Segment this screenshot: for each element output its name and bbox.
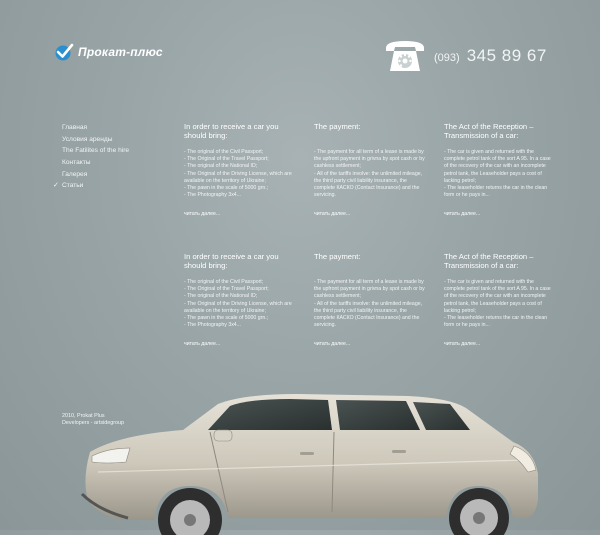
rear-wheel bbox=[449, 488, 509, 535]
read-more-link[interactable]: читать далее... bbox=[444, 341, 481, 347]
phone-code: (093) bbox=[434, 52, 460, 64]
article-line: - The car is given and returned with the complete petrol tank of the sort A 95. In a case of the recovery of the car with an incomplete petrol tank, the Leaseholder pays a cost of lacking petrol; bbox=[444, 149, 551, 184]
rear-door-window bbox=[336, 400, 420, 430]
phone-block bbox=[384, 38, 547, 74]
article-card bbox=[444, 252, 556, 347]
read-more-link[interactable]: читать далее... bbox=[314, 341, 351, 347]
door-handle bbox=[392, 450, 406, 453]
article-line: - The original of the Civil Passport; bbox=[184, 279, 264, 285]
article-line: - The pawn in the scale of 5000 grn.; bbox=[184, 185, 269, 192]
nav-item-contacts[interactable]: Контакты bbox=[62, 159, 91, 167]
side-mirror bbox=[214, 430, 232, 441]
front-wheel bbox=[158, 488, 222, 535]
article-line: - The pawn in the scale of 5000 grn.; bbox=[184, 315, 269, 322]
read-more-link[interactable]: читать далее... bbox=[444, 211, 481, 217]
article-line: - The leaseholder returns the car in the clean form or he pays in... bbox=[444, 185, 548, 199]
logo[interactable] bbox=[54, 42, 163, 62]
article-line: - The Original of the Travel Passport; bbox=[184, 286, 269, 293]
nav-item-rental-terms[interactable]: Условия аренды bbox=[62, 135, 113, 143]
read-more-link[interactable]: читать далее... bbox=[184, 341, 221, 347]
article-title[interactable]: In order to receive a car you should bring: bbox=[184, 252, 279, 271]
article-title[interactable]: In order to receive a car you should bring: bbox=[184, 122, 279, 141]
article-line: - The Photography 3x4... bbox=[184, 322, 242, 329]
article-line: - The Photography 3x4... bbox=[184, 192, 242, 199]
article-title[interactable]: The payment: bbox=[314, 122, 361, 131]
article-line: - The original of the Civil Passport; bbox=[184, 149, 264, 155]
nav-item-articles-label: Статьи bbox=[62, 182, 84, 190]
logo-text: Прокат-плюс bbox=[78, 45, 163, 59]
checkmark-logo-icon bbox=[54, 42, 74, 62]
article-line: - The car is given and returned with the complete petrol tank of the sort A 95. In a case of the recovery of the car with an incomplete petrol tank, the Leaseholder pays a cost of lacking petrol; bbox=[444, 279, 551, 314]
main-nav bbox=[53, 122, 130, 192]
rotary-phone-icon bbox=[384, 38, 426, 74]
article-line: - The Original of the Travel Passport; bbox=[184, 156, 269, 163]
nav-item-home[interactable]: Главная bbox=[62, 124, 88, 131]
article-title[interactable]: The Act of the Reception – Transmission of a car: bbox=[444, 122, 534, 141]
check-icon: ✓ bbox=[53, 182, 59, 190]
read-more-link[interactable]: читать далее... bbox=[184, 211, 221, 217]
article-line: - All of the tariffs involve: the unlimited mileage, the third party civil liability insurance, the complete КАСКО (Contact Insurance) and the servicing. bbox=[314, 300, 423, 329]
phone-number[interactable]: 345 89 67 bbox=[466, 46, 547, 65]
article-line: - The leaseholder returns the car in the clean form or he pays in... bbox=[444, 315, 548, 329]
article-card bbox=[184, 122, 296, 217]
article-title[interactable]: The Act of the Reception – Transmission of a car: bbox=[444, 252, 534, 271]
article-line: - The payment for all term of a lease is made by the upfront payment in grivna by spot cash or by cashless settlement; bbox=[314, 149, 425, 170]
article-line: - The payment for all term of a lease is made by the upfront payment in grivna by spot cash or by cashless settlement; bbox=[314, 279, 425, 300]
article-card bbox=[314, 122, 426, 217]
footer-copyright: 2010, Prokat Plus bbox=[62, 413, 105, 419]
article-card bbox=[184, 252, 296, 347]
article-line: - The original of the National ID; bbox=[184, 163, 258, 170]
nav-item-articles[interactable] bbox=[53, 180, 129, 192]
article-line: - All of the tariffs involve: the unlimited mileage, the third party civil liability insurance, the complete КАСКО (Contact Insurance) and the servicing. bbox=[314, 170, 423, 199]
article-title[interactable]: The payment: bbox=[314, 252, 361, 261]
article-card bbox=[444, 122, 556, 217]
article-line: - The original of the National ID; bbox=[184, 293, 258, 300]
footer-developers[interactable]: Developers - artsidegroup bbox=[62, 420, 125, 426]
nav-item-gallery[interactable]: Галерея bbox=[62, 170, 88, 178]
read-more-link[interactable]: читать далее... bbox=[314, 211, 351, 217]
suv-car-illustration bbox=[58, 390, 542, 535]
article-card bbox=[314, 252, 426, 347]
nav-item-hire-facilities[interactable]: The Fatilites of the hire bbox=[62, 147, 130, 155]
article-line: - The Original of the Driving License, which are available on the territory of Ukraine; bbox=[184, 300, 292, 314]
article-line: - The Original of the Driving License, which are available on the territory of Ukraine; bbox=[184, 170, 292, 184]
door-handle bbox=[300, 452, 314, 455]
